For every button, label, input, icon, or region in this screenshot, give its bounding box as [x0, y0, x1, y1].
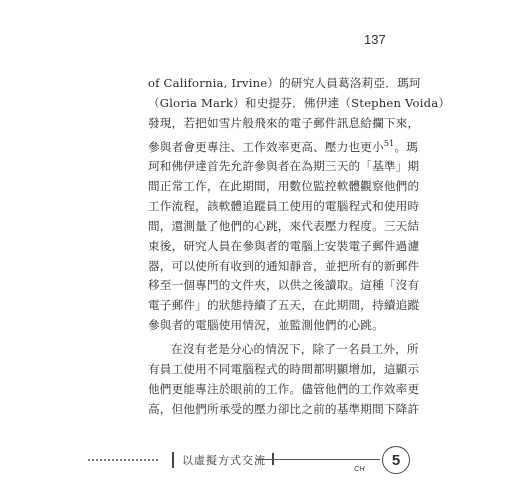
text-line: （Gloria Mark）和史提芬．佛伊達（Stephen Voida） — [148, 95, 451, 110]
body-text — [148, 74, 451, 419]
text-line: of California, Irvine）的研究人員葛洛莉亞．瑪珂 — [148, 76, 421, 90]
page-footer — [88, 451, 428, 475]
text-line: 間，還測量了他們的心跳，來代表壓力程度。三天結 — [148, 218, 420, 233]
text-line: 珂和佛伊達首先允許參與者在為期三天的「基準」期 — [148, 159, 420, 174]
text-line: 移至一個專門的文件夾，以供之後讀取。這種「沒有 — [148, 278, 420, 293]
text-line: 有員工使用不同電腦程式的時間都明顯增加，這顯示 — [148, 361, 420, 376]
chapter-number-badge: 5 — [382, 446, 410, 474]
text-line: 他們更能專注於眼前的工作。儘管他們的工作效率更 — [148, 381, 420, 396]
text-line-tail: 。瑪 — [394, 139, 419, 154]
page-number: 137 — [364, 32, 386, 47]
chapter-label: CH — [354, 466, 366, 473]
paragraph-1 — [148, 74, 451, 336]
text-line-content: 參與者會更專注、工作效率更高、壓力也更小 — [148, 139, 384, 154]
text-line: 工作流程，該軟體追蹤員工使用的電腦程式和使用時 — [148, 199, 420, 214]
text-line: 電子郵件」的狀態持續了五天，在此期間，持續追蹤 — [148, 298, 420, 313]
chapter-title: 以虛擬方式交流 — [172, 452, 266, 468]
text-line: 在沒有老是分心的情況下，除了一名員工外，所 — [171, 341, 419, 356]
paragraph-2 — [148, 340, 420, 419]
text-line: 器，可以使所有收到的通知靜音，並把所有的新郵件 — [148, 258, 420, 273]
dotted-leader — [88, 459, 158, 461]
text-line: 間正常工作，在此期間，用數位監控軟體觀察他們的 — [148, 179, 420, 194]
text-line: 束後，研究人員在參與者的電腦上安裝電子郵件過濾 — [148, 238, 420, 253]
text-line: 參與者的電腦使用情況，並監測他們的心跳。 — [148, 318, 384, 333]
footer-rule — [256, 459, 380, 460]
text-line: 高，但他們所承受的壓力卻比之前的基準期間下降許 — [148, 401, 420, 416]
footnote-ref: 51 — [383, 138, 395, 148]
text-line — [148, 134, 419, 158]
text-line: 發現，若把如雪片般飛來的電子郵件訊息給攔下來， — [148, 115, 420, 130]
